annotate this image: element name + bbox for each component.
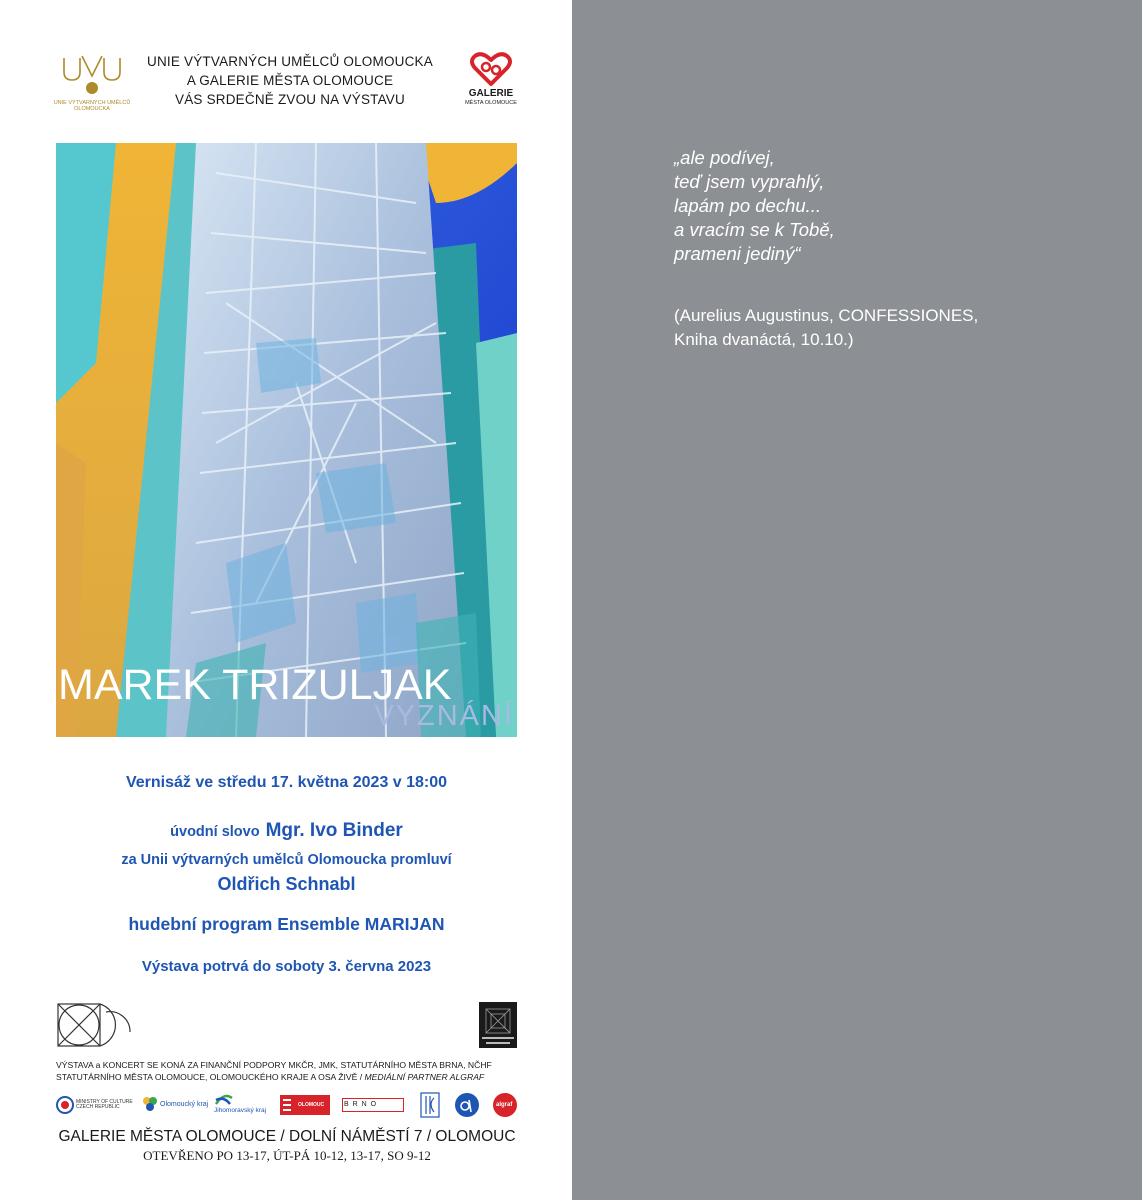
artist-name: MAREK TRIZULJAK <box>58 661 452 709</box>
media-partner: MEDIÁLNÍ PARTNER ALGRAF <box>364 1072 485 1082</box>
speaker-name: Oldřich Schnabl <box>217 874 356 894</box>
quote-line: prameni jediný“ <box>674 243 801 264</box>
quote-line: „ale podívej, <box>674 147 775 168</box>
gallery-address: GALERIE MĚSTA OLOMOUCE / DOLNÍ NÁMĚSTÍ 7 / OLOMOUC <box>58 1128 516 1145</box>
music-program: hudební program Ensemble MARIJAN <box>128 914 445 934</box>
nchf-logo <box>420 1092 442 1118</box>
exhibition-title: VYZNÁNÍ <box>374 700 514 732</box>
citation-line-2: Kniha dvanáctá, 10.10.) <box>674 330 854 349</box>
olomouc-shield-icon <box>280 1095 294 1115</box>
galerie-sublabel: MĚSTA OLOMOUCE <box>465 100 517 106</box>
geometric-circle-logo <box>56 1002 132 1048</box>
intro-label: úvodní slovo <box>170 824 260 840</box>
geometric-circle-icon <box>56 1002 132 1048</box>
intro-speech-line <box>56 820 517 842</box>
jihomoravsky-icon <box>214 1092 234 1106</box>
brno-label: B R N O <box>344 1101 378 1108</box>
festival-forfest-logo <box>478 1001 518 1049</box>
uvuo-logo-icon <box>52 52 132 100</box>
nchf-icon <box>420 1092 440 1118</box>
speaker-label: za Unii výtvarných umělců Olomoucka promluví <box>121 852 452 868</box>
uvuo-caption-line1: UNIE VÝTVARNÝCH UMĚLCŮ <box>53 100 131 106</box>
ministry-icon <box>56 1092 74 1118</box>
intro-speaker-name: Mgr. Ivo Binder <box>265 820 403 841</box>
uvuo-logo <box>52 52 132 116</box>
vernisage-line: Vernisáž ve středu 17. května 2023 v 18:00 <box>125 774 448 791</box>
olomoucky-kraj-logo <box>140 1092 209 1118</box>
ministry-label-1: MINISTRY OF CULTURE <box>76 1099 133 1105</box>
jihomoravsky-kraj-logo <box>214 1092 278 1118</box>
brno-logo <box>340 1092 406 1118</box>
olomoucky-label: Olomoucký kraj <box>160 1101 209 1108</box>
olomoucky-flower-icon <box>140 1092 160 1118</box>
olomouc-label: OLOMOUC <box>298 1102 325 1108</box>
quote-text <box>674 146 1094 266</box>
osa-logo <box>454 1092 480 1118</box>
header-line-2: A GALERIE MĚSTA OLOMOUCE <box>186 73 394 88</box>
galerie-label: GALERIE <box>468 88 514 99</box>
festival-forfest-icon <box>478 1001 518 1049</box>
quote-line: a vracím se k Tobě, <box>674 219 835 240</box>
artwork-image <box>56 143 517 737</box>
galerie-heart-icon <box>460 52 522 88</box>
ministry-label-2: CZECH REPUBLIC <box>76 1104 120 1110</box>
ministry-of-culture-logo <box>56 1092 133 1118</box>
header-line-3: VÁS SRDEČNĚ ZVOU NA VÝSTAVU <box>175 92 405 107</box>
quote-citation <box>674 304 1114 352</box>
support-line-2: STATUTÁRNÍHO MĚSTA OLOMOUCE, OLOMOUCKÉHO KRAJE A OSA ŽIVĚ / MEDIÁLNÍ PARTNER ALGRAF <box>56 1072 485 1082</box>
citation-line-1: (Aurelius Augustinus, CONFESSIONES, <box>674 306 979 325</box>
stained-glass-artwork <box>56 143 517 737</box>
algraf-label: algraf <box>496 1102 513 1108</box>
galerie-logo <box>460 52 522 114</box>
sponsor-logos <box>56 1092 518 1118</box>
uvuo-caption-line2: OLOMOUCKA <box>74 106 110 112</box>
quote-line: lapám po dechu... <box>674 195 822 216</box>
header-line-1: UNIE VÝTVARNÝCH UMĚLCŮ OLOMOUCKA <box>147 54 433 69</box>
exhibition-duration: Výstava potrvá do soboty 3. června 2023 <box>141 958 432 975</box>
jihomoravsky-label: Jihomoravský kraj <box>214 1107 267 1114</box>
support-line-1: VÝSTAVA a KONCERT SE KONÁ ZA FINANČNÍ PODPORY MKČR, JMK, STATUTÁRNÍHO MĚSTA BRNA, NČHF <box>56 1060 492 1070</box>
algraf-logo <box>492 1092 518 1118</box>
financial-support-text <box>56 1059 526 1083</box>
olomouc-city-logo <box>280 1092 330 1118</box>
header-invitation <box>130 52 450 109</box>
opening-hours: OTEVŘENO PO 13-17, ÚT-PÁ 10-12, 13-17, SO 9-12 <box>143 1148 431 1163</box>
quote-line: teď jsem vyprahlý, <box>674 171 825 192</box>
osa-icon <box>454 1092 480 1118</box>
